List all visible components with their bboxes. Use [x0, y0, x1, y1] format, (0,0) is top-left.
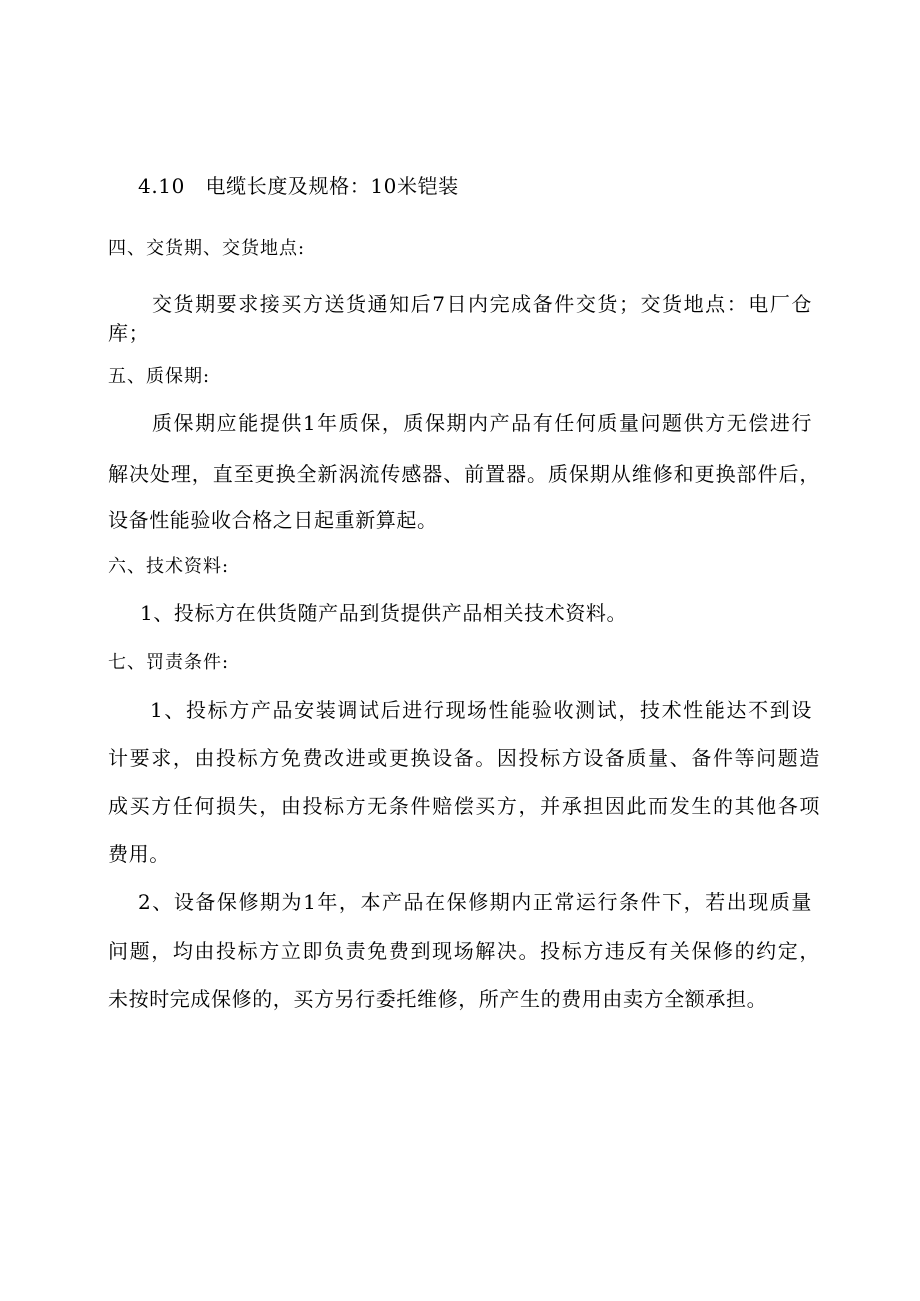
- penalty-item-2-line: 未按时完成保修的，买方另行委托维修，所产生的费用由卖方全额承担。: [108, 987, 768, 1011]
- penalty-item-1-line: 费用。: [108, 842, 170, 866]
- tech-docs-item: 1、投标方在供货随产品到货提供产品相关技术资料。: [140, 601, 628, 625]
- penalty-item-1-line: 1、投标方产品安装调试后进行现场性能验收测试，技术性能达不到设: [150, 698, 812, 722]
- warranty-paragraph-line: 解决处理，直至更换全新涡流传感器、前置器。质保期从维修和更换部件后，: [108, 462, 820, 486]
- section-warranty-heading: 五、质保期:: [108, 366, 211, 387]
- penalty-item-2-line: 问题，均由投标方立即负责免费到现场解决。投标方违反有关保修的约定，: [108, 939, 820, 963]
- warranty-paragraph-line: 质保期应能提供1年质保，质保期内产品有任何质量问题供方无偿进行: [152, 411, 812, 435]
- delivery-paragraph-line: 交货期要求接买方送货通知后7日内完成备件交货；交货地点：电厂仓: [152, 292, 812, 316]
- penalty-item-1-line: 成买方任何损失，由投标方无条件赔偿买方，并承担因此而发生的其他各项: [108, 794, 820, 818]
- penalty-item-1-line: 计要求，由投标方免费改进或更换设备。因投标方设备质量、备件等问题造: [108, 746, 820, 770]
- penalty-item-2-line: 2、设备保修期为1年，本产品在保修期内正常运行条件下，若出现质量: [138, 890, 812, 914]
- spec-cable-length: 4.10 电缆长度及规格：10米铠装: [138, 174, 459, 198]
- section-penalty-heading: 七、罚责条件:: [108, 652, 230, 673]
- section-delivery-heading: 四、交货期、交货地点:: [108, 238, 306, 259]
- section-tech-docs-heading: 六、技术资料:: [108, 556, 230, 577]
- delivery-paragraph-line: 库；: [108, 321, 150, 345]
- warranty-paragraph-line: 设备性能验收合格之日起重新算起。: [108, 508, 438, 532]
